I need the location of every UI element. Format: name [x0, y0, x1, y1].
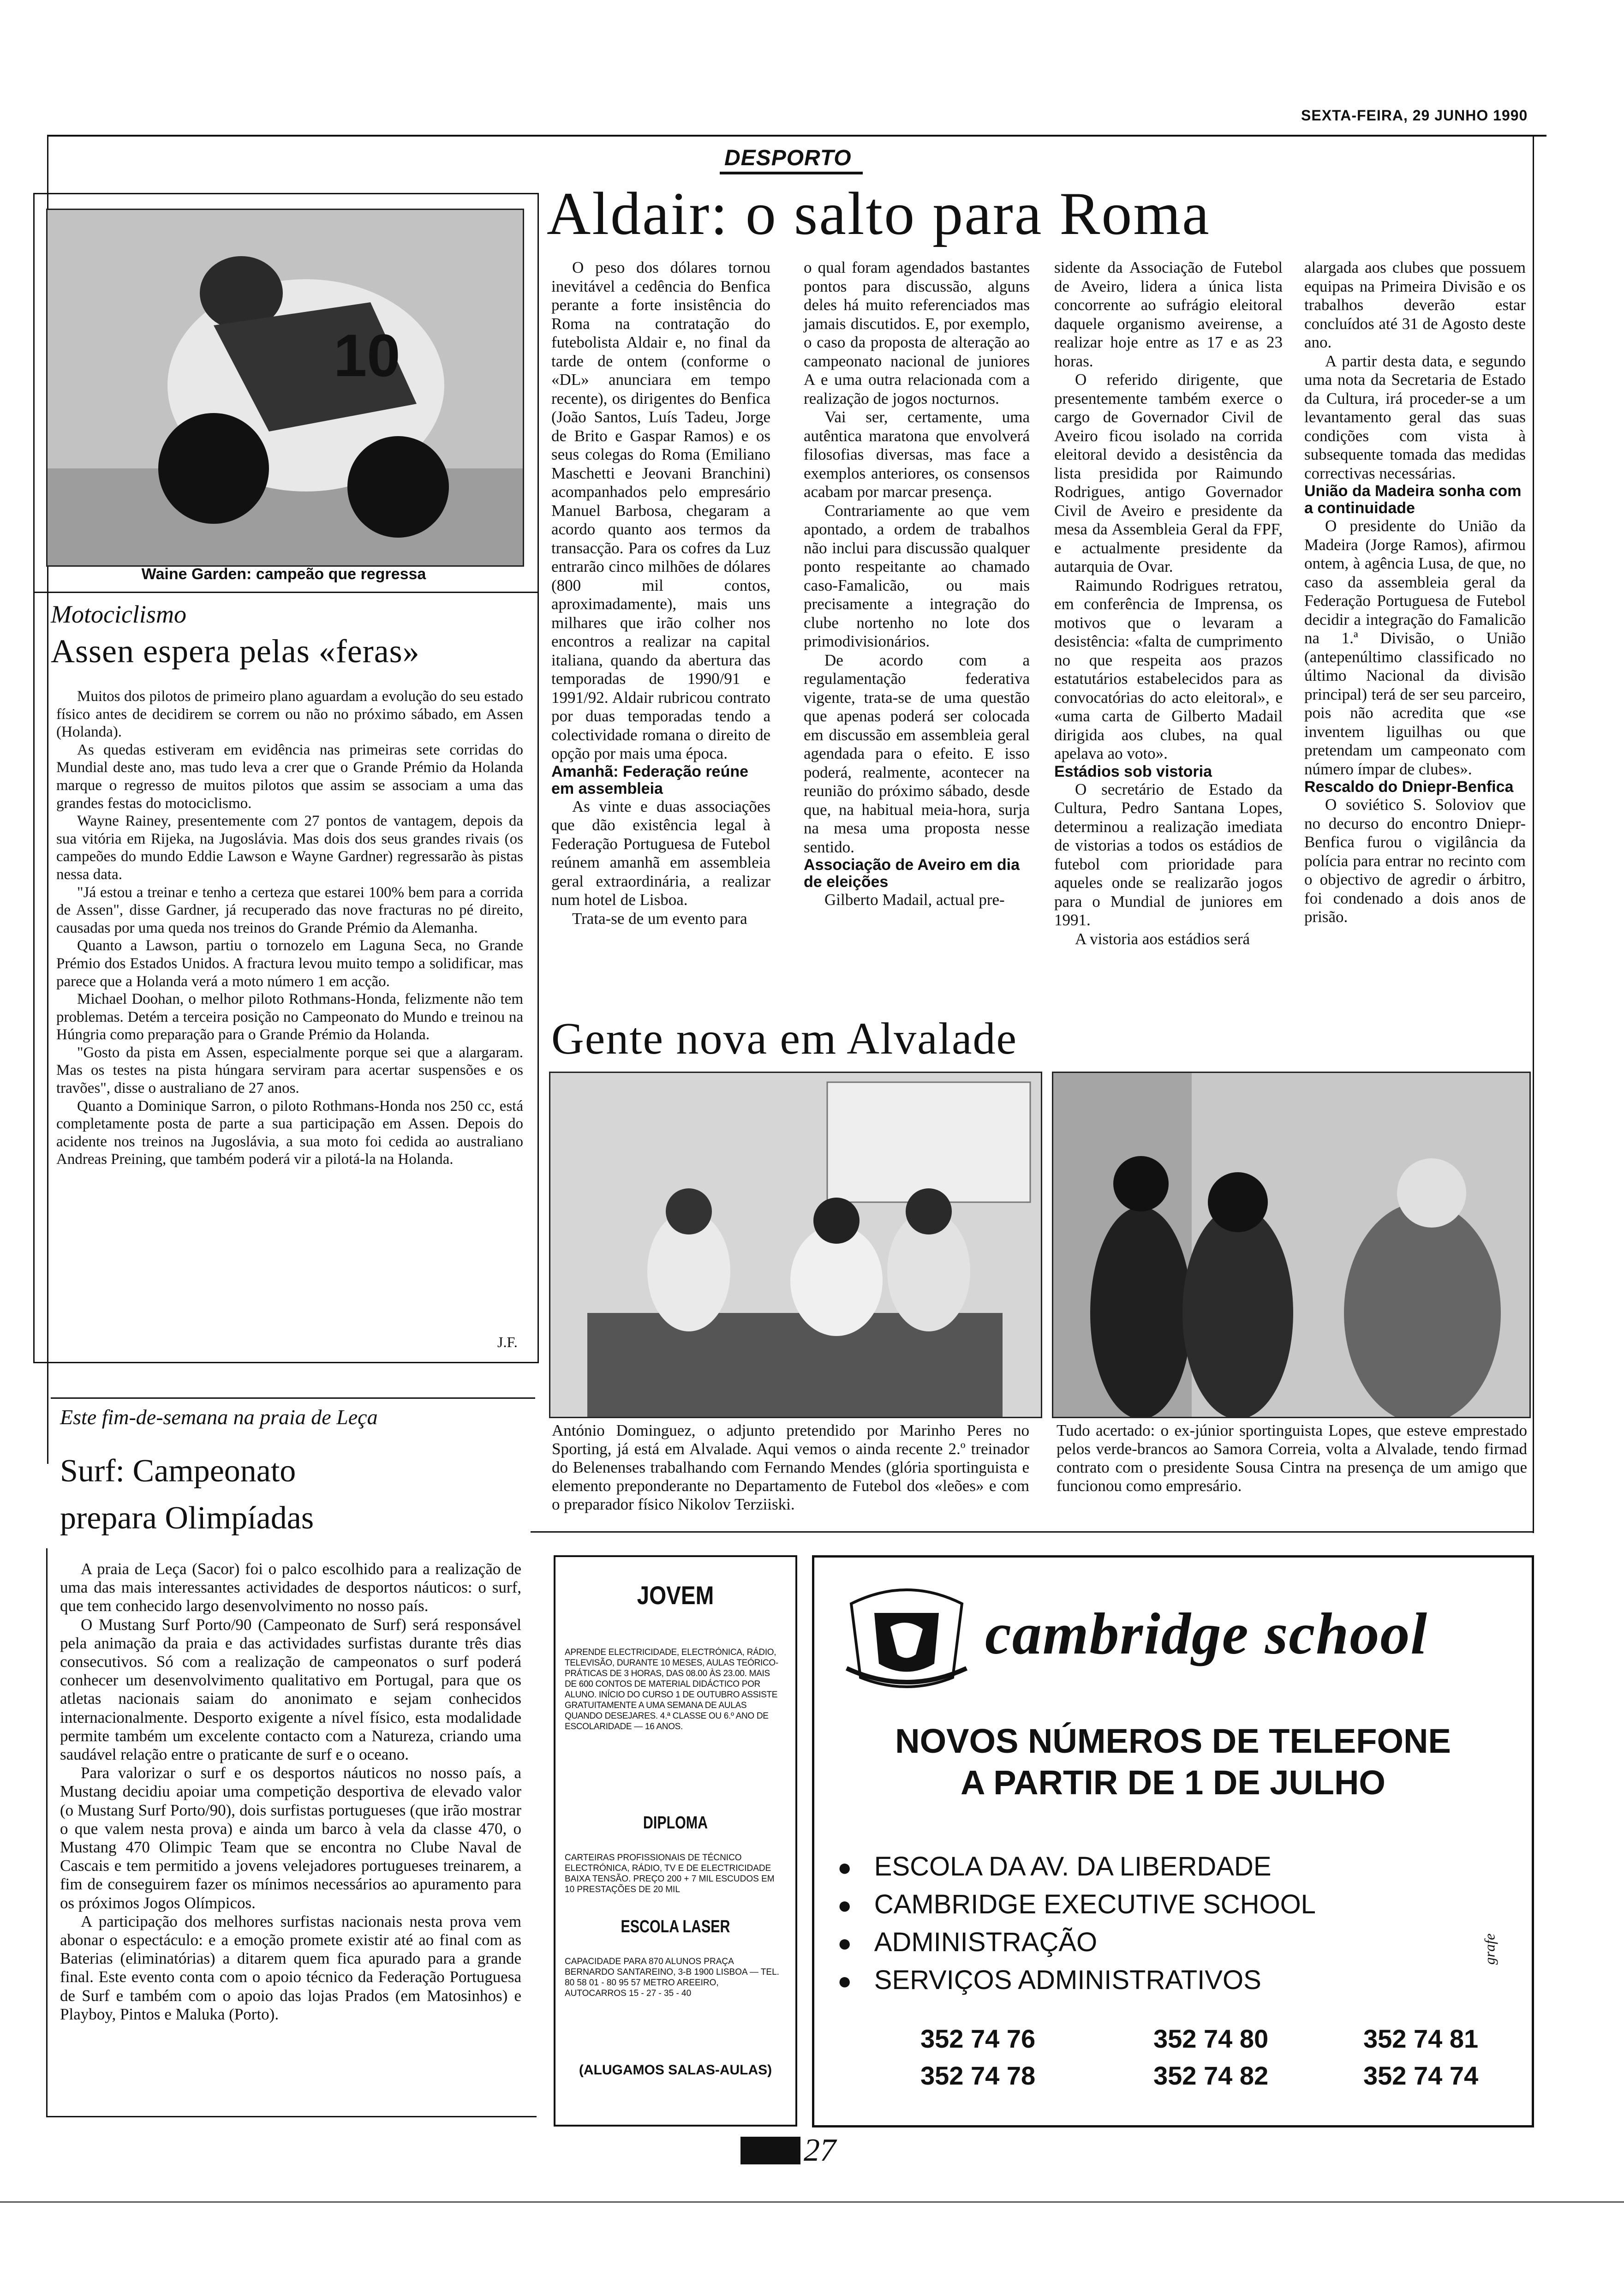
subhead: União da Madeira sonha com a continuidade	[1304, 482, 1522, 517]
phone-number: 352 74 78	[920, 2061, 1036, 2090]
aldair-title: Aldair: o salto para Roma	[547, 180, 1211, 247]
moto-kicker: Motociclismo	[51, 600, 186, 628]
alvalade-caption-right: Tudo acertado: o ex-júnior sportinguista Lopes, que esteve emprestado pelos verde-brancos ao Samora Correia, volta a Alvalade, tendo firmad contrato com o presidente Sousa Cintra na presença de um amigo que funcionou como empresário.	[1057, 1421, 1527, 1495]
jovem-ad	[554, 1555, 797, 2127]
page-date: SEXTA-FEIRA, 29 JUNHO 1990	[1301, 107, 1528, 124]
surf-top-rule	[51, 1397, 535, 1399]
paragraph: O Mustang Surf Porto/90 (Campeonato de Surf) será responsável pela animação da praia e das actividades surfistas durante três dias consecutivos. Só com a realização de campeonatos o surf poderá conhecer um desenvolvimento qualitativo em Portugal, para que os atletas nacionais saiam do anonimato e sejam conhecidos internacionalmente. Desporto exigente a nível físico, esta modalidade permite também um excelente contacto com a Natureza, criando uma saudável relação entre o praticante de surf e o oceano.	[60, 1615, 521, 1764]
crest-icon	[837, 1585, 976, 1691]
surf-title-2: prepara Olimpíadas	[60, 1500, 314, 1536]
paragraph: As vinte e duas associações que dão existência legal à Federação Portuguesa de Futebol reúnem amanhã em assembleia geral extraordinária, a realizar num hotel de Lisboa.	[551, 797, 770, 909]
paragraph: A praia de Leça (Sacor) foi o palco escolhido para a realização de uma das mais interessantes actividades de desportos náuticos: o surf, que tem conhecido largo desenvolvimento no nosso país.	[60, 1560, 521, 1615]
subhead: Associação de Aveiro em dia de eleições	[804, 856, 1020, 891]
paragraph: sidente da Associação de Futebol de Aveiro, lidera a única lista concorrente ao sufrágio eleitoral daquele organismo aveirense, a realizar hoje entre as 17 e as 23 horas.	[1054, 258, 1283, 370]
paragraph: "Gosto da pista em Assen, especialmente porque sei que a alargaram. Mas os testes na pista húngara serviram para acertar suspensões e os travões", disse o australiano de 27 anos.	[56, 1044, 523, 1097]
alvalade-title: Gente nova em Alvalade	[551, 1014, 1018, 1064]
phone-number: 352 74 74	[1363, 2061, 1479, 2090]
aldair-col1	[551, 258, 770, 928]
paragraph: Quanto a Dominique Sarron, o piloto Rothmans-Honda nos 250 cc, está completamente posta de parte a sua participação em Assen. Depois do acidente nos treinos na Jugoslávia, a sua moto foi cedida ao australiano Andreas Preining, que também poderá vir a pilotá-la na Holanda.	[56, 1097, 523, 1168]
cambridge-headline-1: NOVOS NÚMEROS DE TELEFONE	[895, 1722, 1451, 1760]
aldair-col4	[1304, 258, 1526, 927]
surf-box	[46, 1548, 537, 2117]
paragraph: A vistoria aos estádios será	[1075, 929, 1250, 948]
paragraph: Vai ser, certamente, uma autêntica maratona que envolverá filosofias diversas, mas face a exemplos anteriores, os consensos acabam por marcar presença.	[804, 408, 1030, 501]
cambridge-credit: grafe	[1481, 1933, 1498, 1965]
motorcycle-icon	[48, 210, 523, 565]
phone-number: 352 74 81	[1363, 2024, 1479, 2053]
surf-kicker: Este fim-de-semana na praia de Leça	[60, 1405, 378, 1429]
aldair-col2	[804, 258, 1030, 910]
alvalade-bottom-rule	[531, 1531, 1534, 1533]
phone-number: 352 74 80	[1153, 2024, 1269, 2053]
list-item: ● CAMBRIDGE EXECUTIVE SCHOOL	[837, 1889, 1316, 1919]
jovem-text-1: APRENDE ELECTRICIDADE, ELECTRÓNICA, RÁDIO, TELEVISÃO, DURANTE 10 MESES, AULAS TEÓRICO-PRÁTICAS DE 3 HORAS, DAS 08.00 ÀS 23.00. MAIS DE 600 CONTOS DE MATERIAL DIDÁCTICO POR ALUNO. INÍCIO DO CURSO 1 DE OUTUBRO ASSISTE GRATUITAMENTE A UMA SEMANA DE AULAS QUANDO DESEJARES. 4.ª CLASSE OU 6.º ANO DE ESCOLARIDADE — 16 ANOS.	[565, 1648, 778, 1732]
jovem-text-2: CARTEIRAS PROFISSIONAIS DE TÉCNICO ELECTRÓNICA, RÁDIO, TV E DE ELECTRICIDADE BAIXA TENSÃO. PREÇO 200 + 7 MIL ESCUDOS EM 10 PRESTAÇÕES DE 20 MIL	[565, 1853, 775, 1894]
moto-body	[56, 688, 523, 1168]
paragraph: alargada aos clubes que possuem equipas na Primeira Divisão e os trabalhos deverão estar concluídos até 31 de Agosto deste ano.	[1304, 258, 1526, 351]
bullet-icon: ●	[837, 1892, 852, 1919]
paragraph: A partir desta data, e segundo uma nota da Secretaria de Estado da Cultura, irá proceder-se a um levantamento geral das suas condições com vista à subsequente tomada das medidas correctivas necessárias.	[1304, 352, 1526, 482]
alvalade-photo-right	[1052, 1072, 1531, 1418]
paragraph: Michael Doohan, o melhor piloto Rothmans-Honda, felizmente não tem problemas. Detém a terceira posição no Campeonato do Mundo e treinou na Húngria como preparação para o Grande Prémio da Holanda.	[56, 991, 523, 1043]
svg-text:10: 10	[334, 322, 400, 389]
paragraph: A participação dos melhores surfistas nacionais nesta prova vem abonar o espectáculo: e a emoção promete existir até ao final com as Baterias (eliminatórias) a ditarem quem fica apurado para a grande final. Este evento conta com o apoio técnico da Federação Portuguesa de Surf e também com o apoio das lojas Prados (em Matosinhos) e Playboy, Pintos e Maluka (Porto).	[60, 1912, 521, 2023]
paragraph: Para valorizar o surf e os desportos náuticos no nosso país, a Mustang decidiu apoiar uma competição desportiva de elevado valor (o Mustang Surf Porto/90), dois surfistas portugueses (que irão mostrar o que valem nesta prova) e ainda um barco à vela da classe 470, o Mustang 470 Olimpic Team que se encontra no Clube Naval de Cascais e tem permitido a jovens velejadores portugueses treinarem, a fim de conseguirem fazer os mínimos necessários ao apuramento para os próximos Jogos Olímpicos.	[60, 1764, 521, 1912]
paragraph: O presidente do União da Madeira (Jorge Ramos), afirmou ontem, à agência Lusa, de que, no caso da assembleia geral da Federação Portuguesa de Futebol decidir a integração do Famalicão na 1.ª Divisão, o União (antepenúltimo classificado no último Nacional da divisão principal) terá de ser seu parceiro, pois não acredita que «se inventem liguilhas ou que pretendam um campeonato com número ímpar de clubes».	[1304, 517, 1526, 778]
paragraph: Raimundo Rodrigues retratou, em conferência de Imprensa, os motivos que o levaram a desistência: «falta de cumprimento no que respeita aos prazos estatutários estabelecidos para as convocatórias do acto eleitoral», e «uma carta de Gilberto Madail dirigida aos clubes, na qual apelava ao voto».	[1054, 576, 1283, 762]
paragraph: Wayne Rainey, presentemente com 27 pontos de vantagem, depois da sua vitória em Rijeka, na Jugoslávia. Mas dois dos seus grandes rivais (os campeões do mundo Eddie Lawson e Wayne Gardner) regressarão às pistas nessa data.	[56, 813, 523, 883]
paragraph: O referido dirigente, que presentemente também exerce o cargo de Governador Civil de Aveiro ficou isolado na corrida eleitoral devido a desistência da lista presidida por Raimundo Rodrigues, antigo Governador Civil de Aveiro e presidente da mesa da Assembleia Geral da FPF, e actualmente presidente da autarquia de Ovar.	[1054, 371, 1283, 575]
jovem-escola: ESCOLA LASER	[621, 1917, 730, 1936]
list-item: ● ADMINISTRAÇÃO	[837, 1927, 1098, 1957]
bullet-icon: ●	[837, 1930, 852, 1957]
bullet-icon: ●	[837, 1968, 852, 1995]
paragraph: De acordo com a regulamentação federativa vigente, trata-se de uma questão que apenas poderá ser colocada em discussão em assembleia geral agendada para o efeito. E isso poderá, realmente, acontecer na reunião do próximo sábado, desde que, na habitual meia-hora, surja na mesa uma proposta nesse sentido.	[804, 651, 1030, 856]
paragraph: Trata-se de um evento para	[572, 909, 747, 928]
paragraph: O peso dos dólares tornou inevitável a cedência do Benfica perante a forte insistência do Roma na contratação do futebolista Aldair e, no final da tarde de ontem (conforme o «DL» anunciara em tempo recente), os dirigentes do Benfica (João Santos, Luís Tadeu, Jorge de Brito e Gaspar Ramos) e os seus colegas do Roma (Emiliano Maschetti e Jeovani Branchini) acompanhados pelo empresário Manuel Barbosa, chegaram a acordo quanto aos termos da transacção. Para os cofres da Luz entrarão cinco milhões de dólares (800 mil contos, aproximadamente), mais uns milhares que irão colher nos encontros a realizar na capital italiana, quando da abertura das temporadas de 1990/91 e 1991/92. Aldair rubricou contrato por duas temporadas tendo a colectividade romana o direito de opção por mais uma época.	[551, 258, 770, 762]
moto-caption-rule	[33, 592, 537, 593]
jovem-footer: (ALUGAMOS SALAS-AULAS)	[579, 2062, 772, 2078]
moto-author: J.F.	[497, 1334, 518, 1350]
section-underline	[720, 172, 863, 174]
alvalade-photo-left	[549, 1072, 1042, 1418]
alvalade-caption-left: António Dominguez, o adjunto pretendido por Marinho Peres no Sporting, já está em Alvalade. Aqui vemos o ainda recente 2.º treinador do Belenenses trabalhando com Fernando Mendes (glória sportinguista e elemento preponderante no Departamento de Futebol dos «leões» e com o preparador físico Nikolov Terziiski.	[552, 1421, 1029, 1513]
list-item: ● SERVIÇOS ADMINISTRATIVOS	[837, 1965, 1261, 1995]
paragraph: o qual foram agendados bastantes pontos para discussão, alguns deles há muito referenciados mas jamais discutidos. E, por exemplo, o caso da proposta de alteração ao campeonato nacional de juniores A e uma outra relacionada com a realização de jogos nocturnos.	[804, 258, 1030, 407]
phone-number: 352 74 76	[920, 2024, 1036, 2053]
frame-top	[47, 135, 1546, 137]
paragraph: Contrariamente ao que vem apontado, a ordem de trabalhos não inclui para discussão qualquer ponto respeitante ao chamado caso-Famalicão, ou mais precisamente a integração do clube nortenho no lote dos primodivisionários.	[804, 501, 1030, 650]
paragraph: Quanto a Lawson, partiu o tornozelo em Laguna Seca, no Grande Prémio dos Estados Unidos. A fractura levou muito tempo a solidificar, mas parece que a Holanda verá a moto número 1 em acção.	[56, 937, 523, 990]
paragraph: Gilberto Madail, actual pre-	[824, 891, 1005, 909]
frame-right	[1533, 135, 1534, 1533]
jovem-title: JOVEM	[637, 1581, 714, 1610]
paragraph: O soviético S. Soloviov que no decurso do encontro Dniepr-Benfica furou o vigilância da polícia para entrar no recinto com o objectivo de agredir o árbitro, foi condenado a dois anos de prisão.	[1304, 796, 1526, 926]
bottom-edge-line	[0, 2201, 1624, 2203]
jovem-text-3: CAPACIDADE PARA 870 ALUNOS PRAÇA BERNARDO SANTAREINO, 3-B 1900 LISBOA — TEL. 80 58 01 - 80 95 57 METRO AREEIRO, AUTOCARROS 15 - 27 - 35 - 40	[565, 1957, 779, 1998]
moto-caption: Waine Garden: campeão que regressa	[141, 565, 426, 583]
cambridge-name: cambridge school	[985, 1601, 1428, 1666]
moto-photo	[46, 209, 524, 567]
list-item: ● ESCOLA DA AV. DA LIBERDADE	[837, 1852, 1272, 1882]
cambridge-headline-2: A PARTIR DE 1 DE JULHO	[961, 1763, 1385, 1802]
paragraph: As quedas estiveram em evidência nas primeiras sete corridas do Mundial deste ano, mas tudo leva a crer que o Grande Prémio da Holanda marque o regresso de muitos pilotos que assim se associam a uma das grandes festas do motociclismo.	[56, 741, 523, 812]
aldair-col3	[1054, 258, 1283, 948]
footer-logo	[740, 2137, 800, 2164]
bullet-icon: ●	[837, 1854, 852, 1881]
subhead: Rescaldo do Dniepr-Benfica	[1304, 778, 1514, 796]
paragraph: O secretário de Estado da Cultura, Pedro Santana Lopes, determinou a realização imediata de vistorias a todos os estádios de futebol com prioridade para aqueles onde se realizarão jogos para o Mundial de juniores em 1991.	[1054, 780, 1283, 929]
section-label: DESPORTO	[724, 146, 852, 170]
paragraph: Muitos dos pilotos de primeiro plano aguardam a evolução do seu estado físico antes de decidirem se correm ou não no próximo sábado, em Assen (Holanda).	[56, 688, 523, 741]
cambridge-ad	[812, 1555, 1534, 2127]
subhead: Estádios sob vistoria	[1054, 762, 1212, 780]
cambridge-item	[837, 1848, 1316, 2000]
moto-title: Assen espera pelas «feras»	[51, 633, 420, 670]
surf-title-1: Surf: Campeonato	[60, 1453, 296, 1489]
phone-number: 352 74 82	[1153, 2061, 1269, 2090]
subhead: Amanhã: Federação reúne em assembleia	[551, 762, 749, 797]
page-number: 27	[804, 2133, 836, 2168]
paragraph: "Já estou a treinar e tenho a certeza que estarei 100% bem para a corrida de Assen", disse Gardner, já recuperado das nove fracturas no pé direito, causadas por uma queda nos treinos do Grande Prémio da Alemanha.	[56, 884, 523, 936]
jovem-diploma: DIPLOMA	[643, 1813, 708, 1833]
